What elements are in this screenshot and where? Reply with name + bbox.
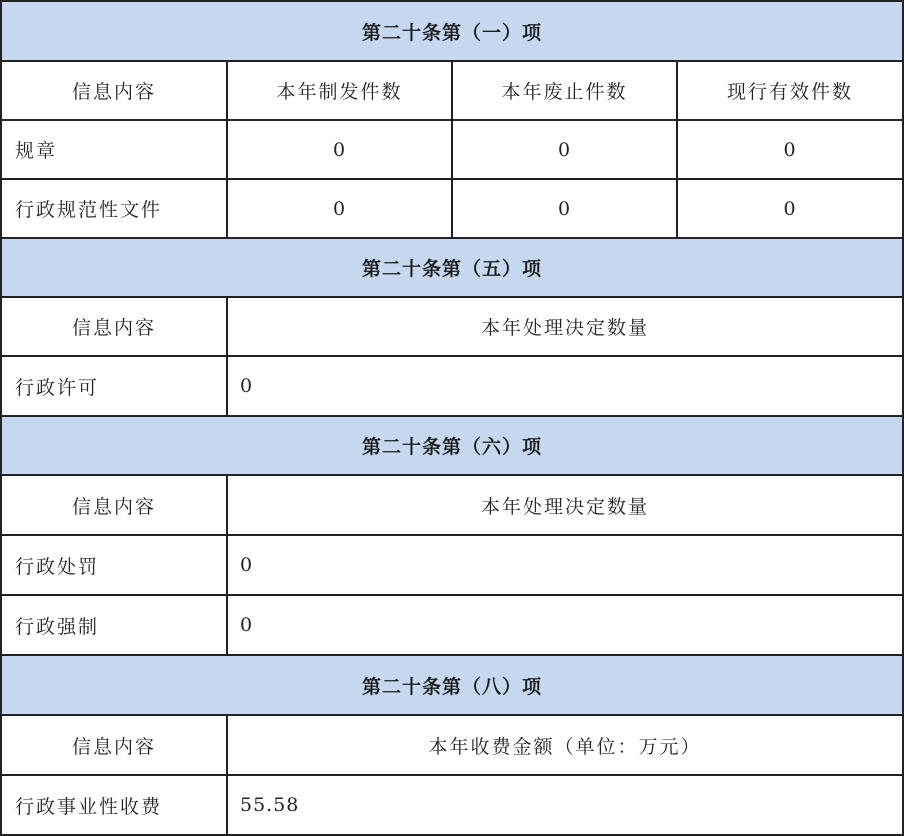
cell-value: 0 [228, 357, 904, 417]
section-6-header-row [0, 476, 904, 536]
table-row [0, 596, 904, 656]
section-5-title: 第二十条第（五）项 [0, 239, 904, 298]
cell-value: 0 [228, 121, 453, 180]
column-header-info: 信息内容 [0, 716, 228, 776]
table-row [0, 121, 904, 180]
column-header-info: 信息内容 [0, 476, 228, 536]
table-row [0, 776, 904, 836]
section-6-title-row [0, 417, 904, 476]
section-1-header-row [0, 62, 904, 121]
cell-value: 0 [453, 180, 678, 239]
column-header-info: 信息内容 [0, 298, 228, 357]
cell-value: 0 [228, 536, 904, 596]
column-header-effective: 现行有效件数 [678, 62, 904, 121]
column-header-issued: 本年制发件数 [228, 62, 453, 121]
row-label: 行政规范性文件 [0, 180, 228, 239]
cell-value: 0 [228, 180, 453, 239]
row-label: 行政处罚 [0, 536, 228, 596]
section-8-title: 第二十条第（八）项 [0, 656, 904, 716]
section-5-header-row [0, 298, 904, 357]
section-8-header-row [0, 716, 904, 776]
cell-value: 0 [678, 180, 904, 239]
section-1-title: 第二十条第（一）项 [0, 0, 904, 62]
column-header-decisions: 本年处理决定数量 [228, 476, 904, 536]
cell-value: 0 [678, 121, 904, 180]
cell-value: 0 [453, 121, 678, 180]
row-label: 规章 [0, 121, 228, 180]
column-header-info: 信息内容 [0, 62, 228, 121]
row-label: 行政强制 [0, 596, 228, 656]
section-5-title-row [0, 239, 904, 298]
section-1-title-row [0, 0, 904, 62]
row-label: 行政事业性收费 [0, 776, 228, 836]
table-row [0, 357, 904, 417]
table-row [0, 180, 904, 239]
cell-value: 55.58 [228, 776, 904, 836]
section-8-title-row [0, 656, 904, 716]
row-label: 行政许可 [0, 357, 228, 417]
table-row [0, 536, 904, 596]
column-header-decisions: 本年处理决定数量 [228, 298, 904, 357]
section-6-title: 第二十条第（六）项 [0, 417, 904, 476]
column-header-repealed: 本年废止件数 [453, 62, 678, 121]
column-header-fee-amount: 本年收费金额（单位：万元） [228, 716, 904, 776]
cell-value: 0 [228, 596, 904, 656]
